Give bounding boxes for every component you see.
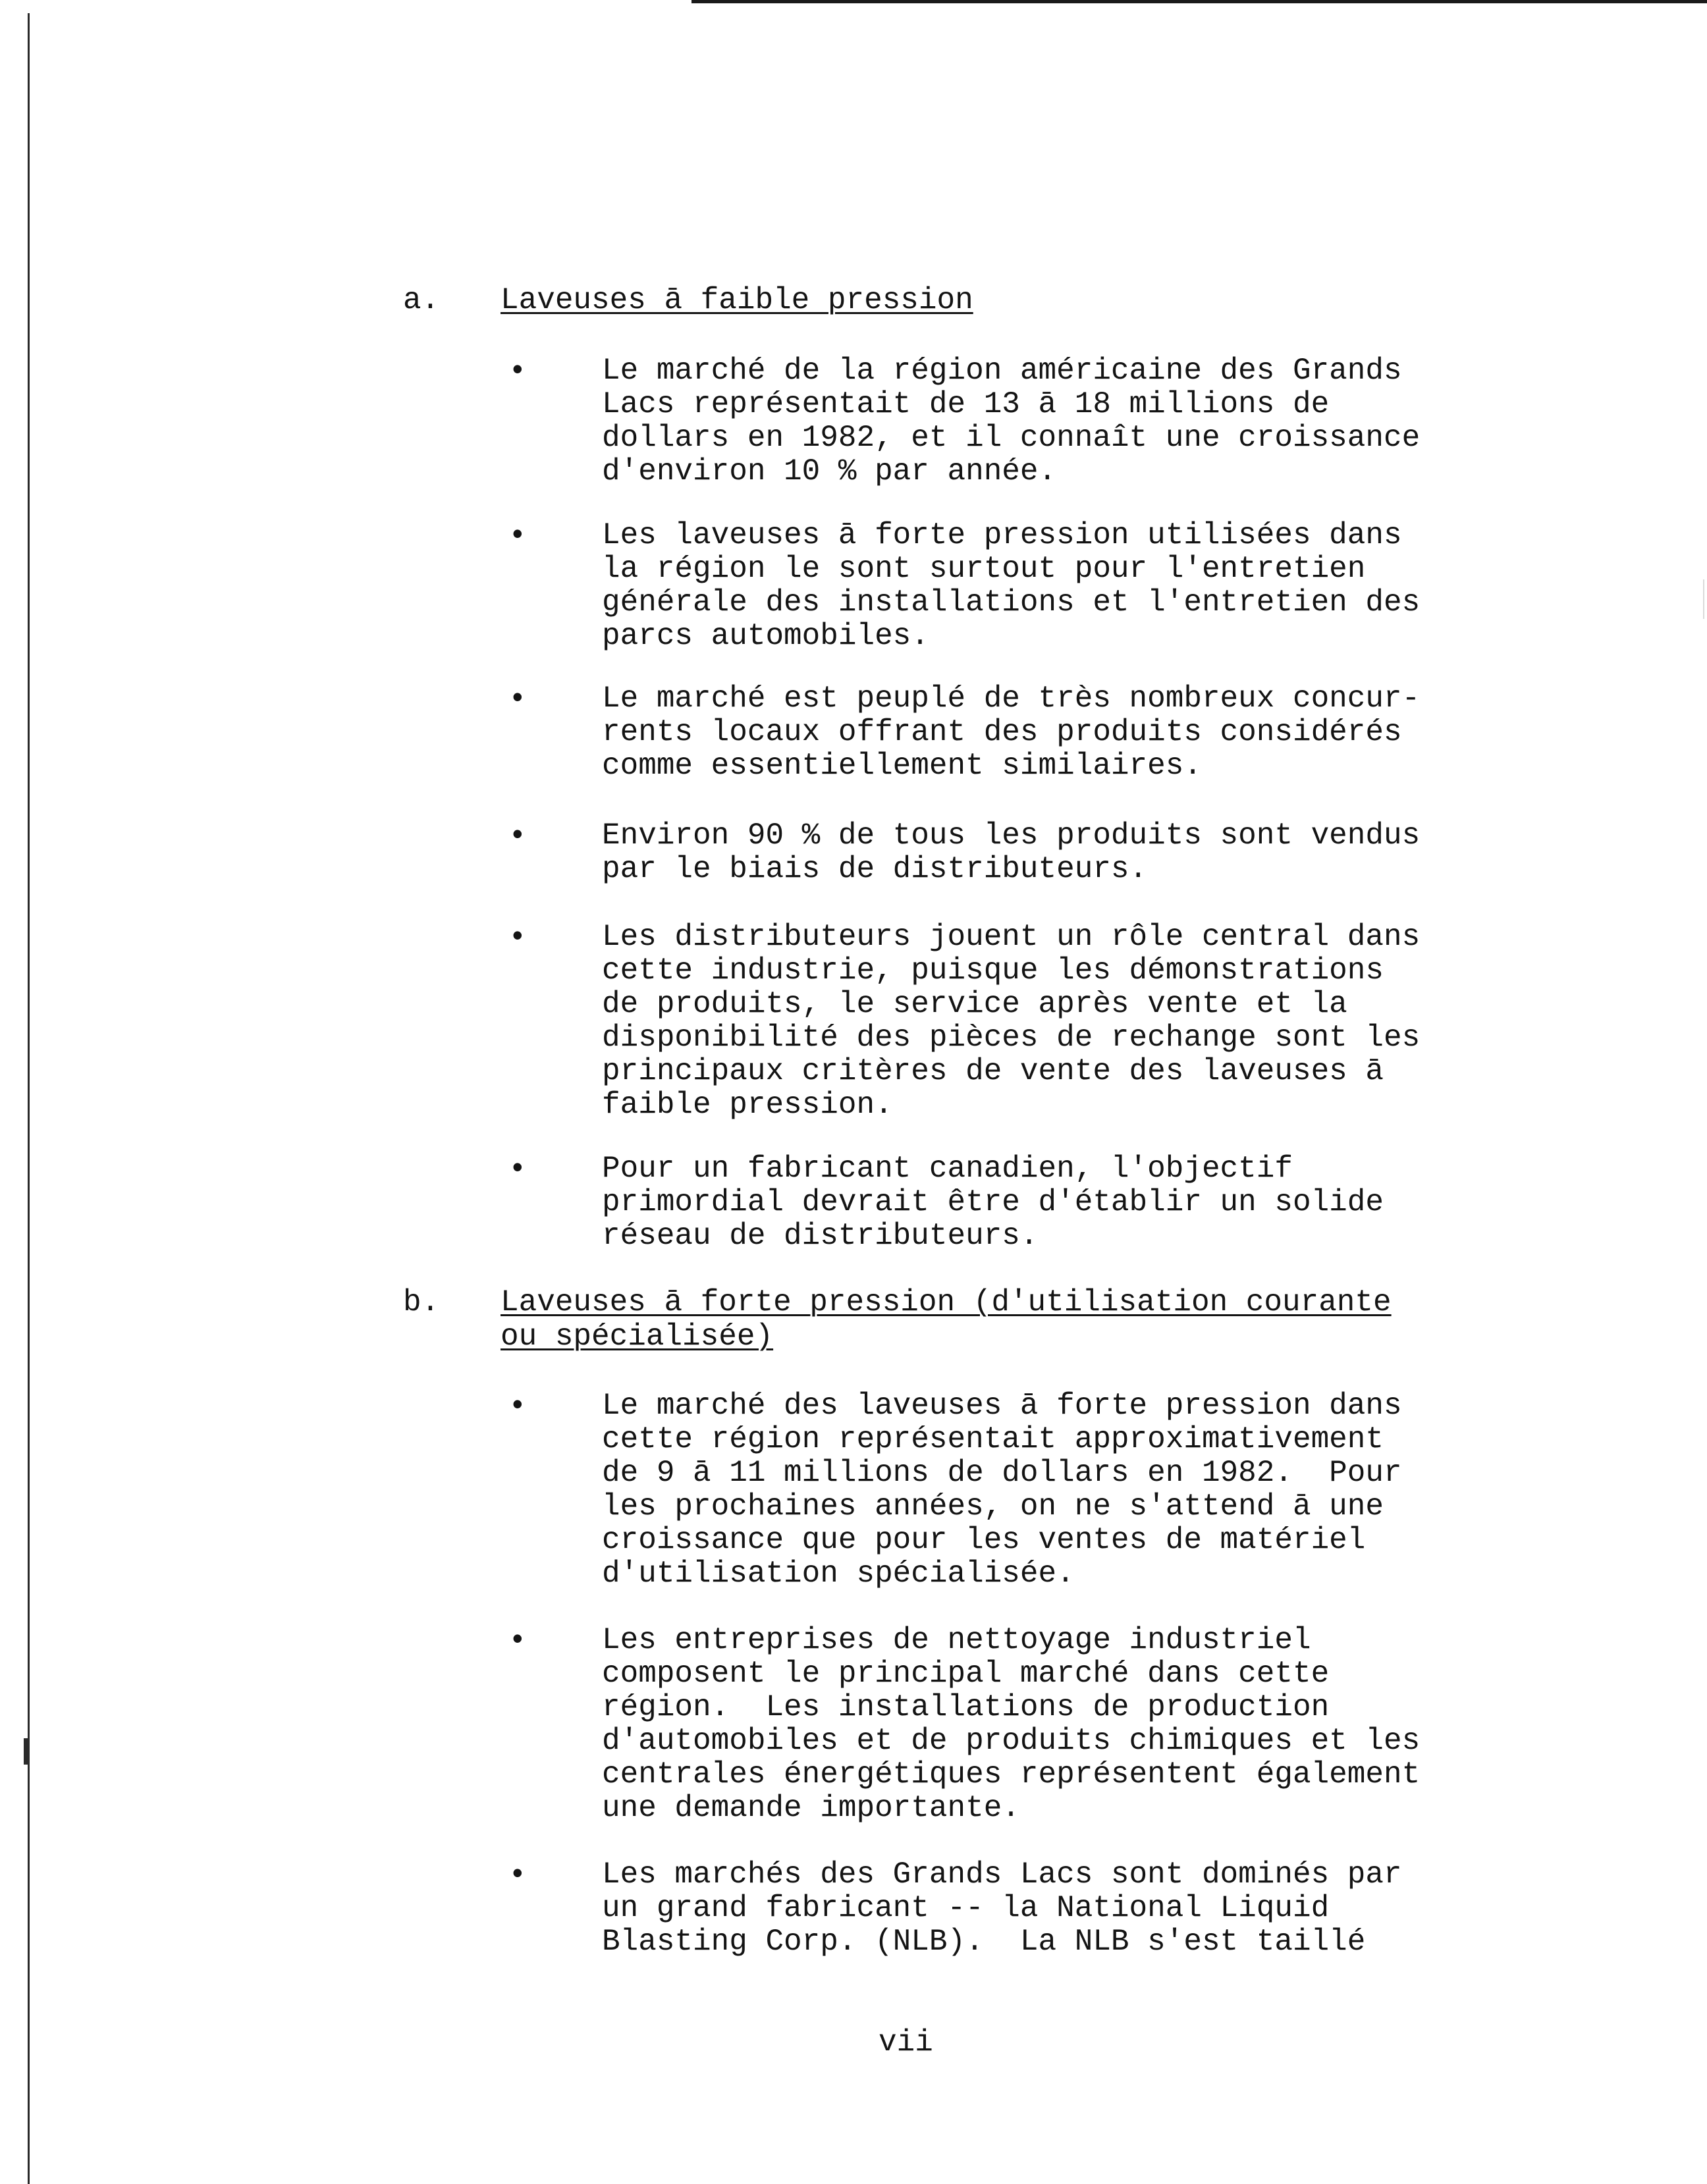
text-line: générale des installations et l'entretien des: [602, 585, 1421, 620]
text-line: un grand fabricant -- la National Liquid: [602, 1891, 1330, 1925]
section-a-bullet-1: [602, 354, 1524, 489]
bullet-icon: •: [508, 1858, 527, 1892]
page-number: vii: [879, 2025, 933, 2060]
section-b-heading: [501, 1285, 1488, 1354]
heading-line: Laveuses ā forte pression (d'utilisation courante: [501, 1285, 1392, 1319]
text-line: région. Les installations de production: [602, 1690, 1330, 1724]
section-b-bullet-1: [602, 1389, 1524, 1591]
bullet-icon: •: [508, 1152, 527, 1186]
text-line: principaux critères de vente des laveuses ā: [602, 1054, 1384, 1088]
text-line: réseau de distributeurs.: [602, 1219, 1039, 1253]
text-line: centrales énergétiques représentent également: [602, 1757, 1421, 1792]
bullet-icon: •: [508, 920, 527, 955]
text-line: dollars en 1982, et il connaît une croissance: [602, 421, 1421, 455]
section-a-heading: Laveuses ā faible pression: [501, 283, 973, 317]
text-line: cette industrie, puisque les démonstrations: [602, 953, 1384, 988]
text-line: d'utilisation spécialisée.: [602, 1557, 1075, 1591]
text-line: une demande importante.: [602, 1791, 1020, 1825]
scan-right-mark: [1703, 579, 1704, 619]
text-line: Le marché est peuplé de très nombreux concur-: [602, 681, 1421, 716]
section-a-bullet-5: [602, 920, 1524, 1122]
text-line: les prochaines années, on ne s'attend ā une: [602, 1489, 1384, 1524]
text-line: disponibilité des pièces de rechange sont les: [602, 1021, 1421, 1055]
section-b-bullet-2: [602, 1624, 1524, 1825]
text-line: cette région représentait approximativement: [602, 1422, 1384, 1456]
text-line: Pour un fabricant canadien, l'objectif: [602, 1152, 1293, 1186]
bullet-icon: •: [508, 1624, 527, 1658]
scan-top-edge: [691, 0, 1707, 3]
scan-left-edge: [28, 13, 30, 2184]
text-line: primordial devrait être d'établir un solide: [602, 1185, 1384, 1219]
text-line: Les distributeurs jouent un rôle central dans: [602, 920, 1421, 954]
text-line: Lacs représentait de 13 ā 18 millions de: [602, 387, 1330, 421]
text-line: de produits, le service après vente et la: [602, 987, 1347, 1021]
text-line: comme essentiellement similaires.: [602, 749, 1202, 783]
text-line: d'environ 10 % par année.: [602, 454, 1057, 489]
bullet-icon: •: [508, 819, 527, 853]
text-line: Le marché de la région américaine des Grands: [602, 354, 1402, 388]
text-line: parcs automobiles.: [602, 619, 929, 653]
text-line: Les entreprises de nettoyage industriel: [602, 1623, 1311, 1657]
text-line: Environ 90 % de tous les produits sont vendus: [602, 818, 1421, 853]
section-a-bullet-6: [602, 1152, 1524, 1253]
bullet-icon: •: [508, 682, 527, 716]
bullet-icon: •: [508, 354, 527, 388]
scan-left-mark: [24, 1738, 28, 1765]
heading-line: ou spécialisée): [501, 1319, 774, 1354]
section-a-letter: a.: [403, 283, 440, 317]
section-a-bullet-4: [602, 819, 1524, 886]
text-line: faible pression.: [602, 1088, 893, 1122]
section-a-bullet-3: [602, 682, 1524, 783]
text-line: Le marché des laveuses ā forte pression dans: [602, 1389, 1402, 1423]
bullet-icon: •: [508, 519, 527, 553]
section-b-bullet-3: [602, 1858, 1524, 1959]
text-line: rents locaux offrant des produits considérés: [602, 715, 1402, 749]
text-line: Les laveuses ā forte pression utilisées dans: [602, 518, 1402, 552]
text-line: d'automobiles et de produits chimiques et les: [602, 1724, 1421, 1758]
text-line: par le biais de distributeurs.: [602, 852, 1148, 886]
section-b-letter: b.: [403, 1285, 440, 1319]
section-a-bullet-2: [602, 519, 1524, 653]
bullet-icon: •: [508, 1389, 527, 1424]
text-line: Les marchés des Grands Lacs sont dominés par: [602, 1857, 1402, 1892]
text-line: composent le principal marché dans cette: [602, 1657, 1330, 1691]
text-line: la région le sont surtout pour l'entretien: [602, 552, 1366, 586]
text-line: croissance que pour les ventes de matériel: [602, 1523, 1366, 1557]
text-line: Blasting Corp. (NLB). La NLB s'est taillé: [602, 1925, 1366, 1959]
text-line: de 9 ā 11 millions de dollars en 1982. Pour: [602, 1456, 1402, 1490]
